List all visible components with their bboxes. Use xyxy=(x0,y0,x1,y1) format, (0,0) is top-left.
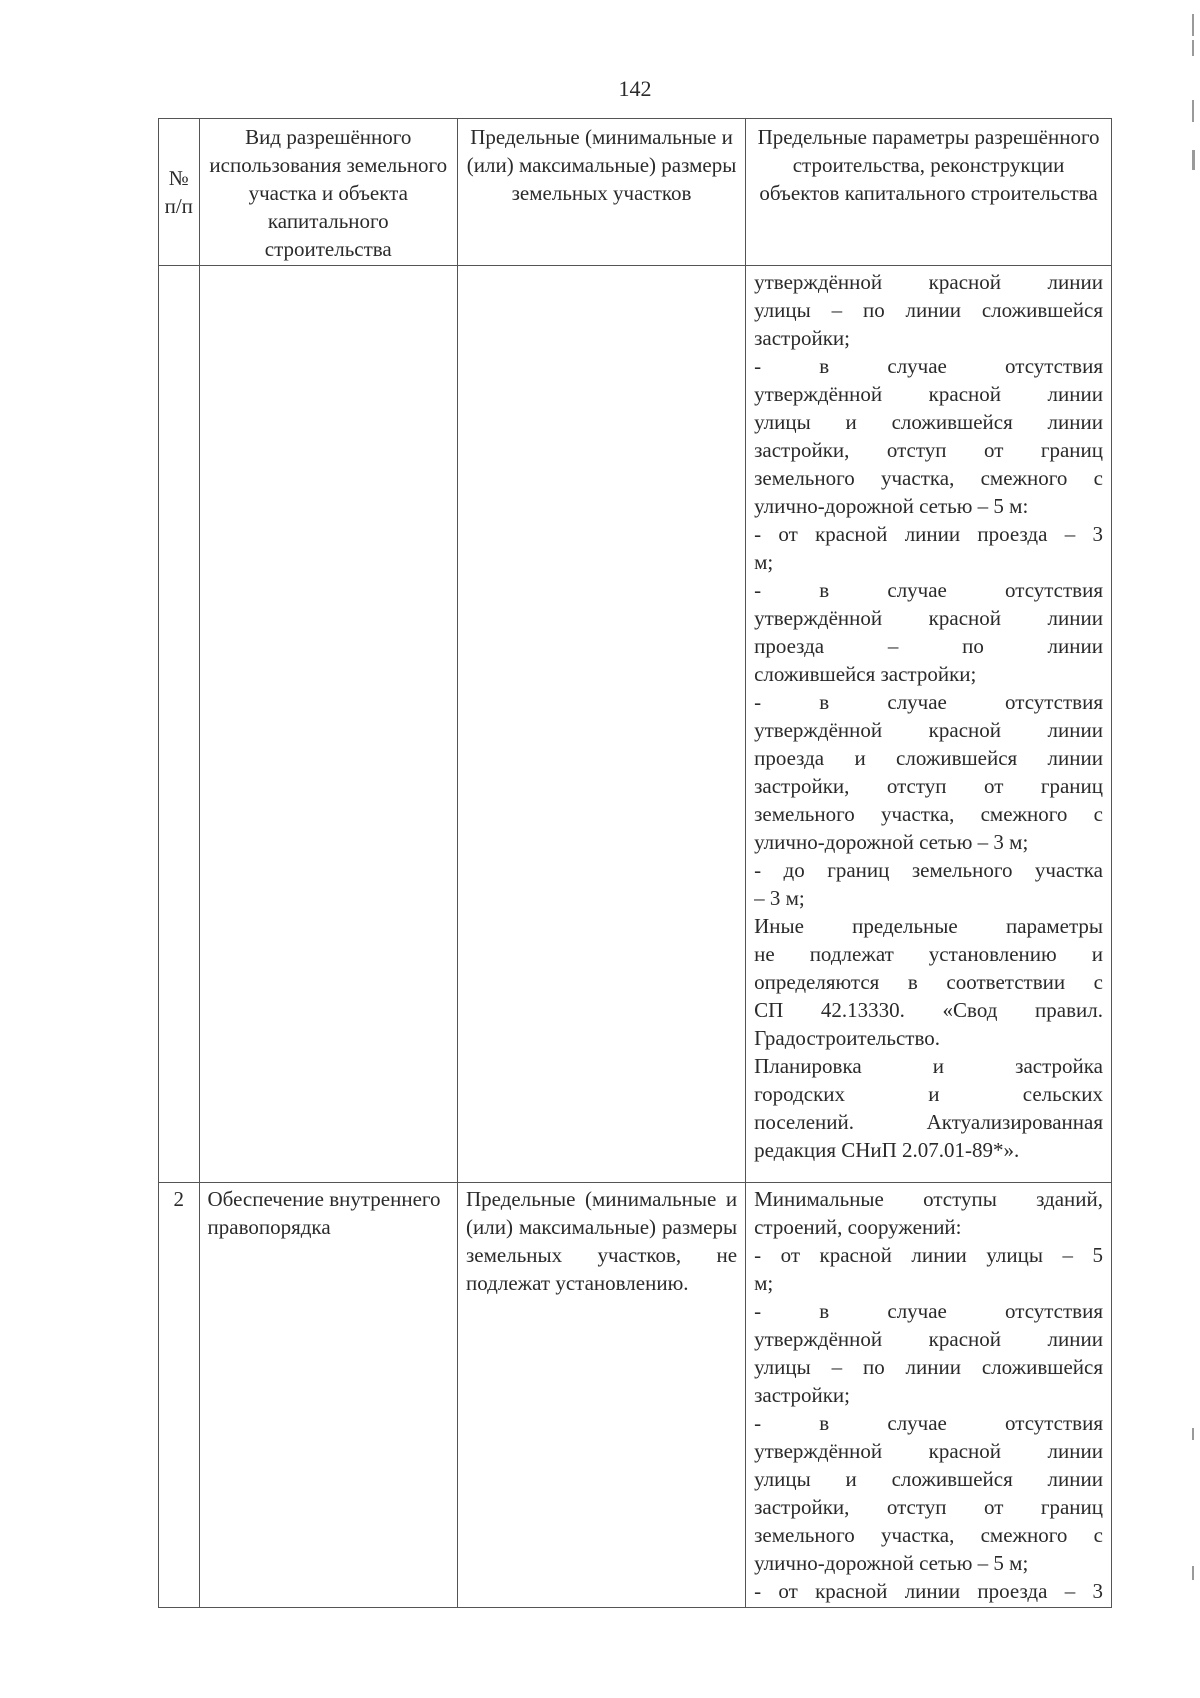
scan-edge-mark xyxy=(1192,150,1195,170)
param-line: строений, сооружений: xyxy=(754,1215,962,1239)
row-construction-parameters xyxy=(746,1183,1112,1608)
row-construction-parameters xyxy=(746,266,1112,1183)
param-line: утверждённой красной линии xyxy=(754,270,1103,294)
param-line: утверждённой красной линии xyxy=(754,1439,1103,1463)
row-plot-size: Предельные (минимальные и (или) максимальные) размеры земельных участков, не подлежат установлению. xyxy=(458,1183,746,1608)
table-row xyxy=(159,266,1112,1183)
param-line: улицы и сложившейся линии xyxy=(754,1467,1103,1491)
param-line: проезда – по линии xyxy=(754,634,1103,658)
param-line: м; xyxy=(754,1271,774,1295)
scan-edge-mark xyxy=(1192,40,1194,56)
scan-edge-mark xyxy=(1192,1566,1194,1580)
param-line: СП 42.13330. «Свод правил. xyxy=(754,998,1103,1022)
row-permitted-use xyxy=(199,266,458,1183)
param-line: земельного участка, смежного с xyxy=(754,466,1103,490)
param-line: - в случае отсутствия xyxy=(754,1299,1103,1323)
param-line: улицы – по линии сложившейся xyxy=(754,298,1103,322)
param-line: - в случае отсутствия xyxy=(754,578,1103,602)
param-line: утверждённой красной линии xyxy=(754,606,1103,630)
table-header-row xyxy=(159,119,1112,266)
param-line: - от красной линии проезда – 3 xyxy=(754,1579,1103,1603)
param-line: - от красной линии проезда – 3 xyxy=(754,522,1103,546)
param-line: - в случае отсутствия xyxy=(754,354,1103,378)
param-line: застройки, отступ от границ xyxy=(754,774,1103,798)
header-number: № п/п xyxy=(159,119,200,266)
param-line: Минимальные отступы зданий, xyxy=(754,1187,1103,1211)
table-row xyxy=(159,1183,1112,1608)
param-line: Градостроительство. xyxy=(754,1026,941,1050)
param-line: Планировка и застройка xyxy=(754,1054,1103,1078)
scan-edge-mark xyxy=(1192,1428,1194,1440)
param-line: - до границ земельного участка xyxy=(754,858,1103,882)
param-line: редакция СНиП 2.07.01-89*». xyxy=(754,1138,1020,1162)
param-line: улично-дорожной сетью – 5 м: xyxy=(754,494,1029,518)
row-number: 2 xyxy=(159,1183,200,1608)
row-plot-size xyxy=(458,266,746,1183)
page-number: 142 xyxy=(618,76,652,101)
scan-edge-mark xyxy=(1192,14,1194,36)
param-line: определяются в соответствии с xyxy=(754,970,1103,994)
param-line: застройки, отступ от границ xyxy=(754,438,1103,462)
param-line: утверждённой красной линии xyxy=(754,382,1103,406)
land-use-parameters-table xyxy=(158,118,1112,1608)
param-line: утверждённой красной линии xyxy=(754,718,1103,742)
header-permitted-use: Вид разрешённого использования земельного участка и объекта капитального строительства xyxy=(199,119,458,266)
param-line: - в случае отсутствия xyxy=(754,690,1103,714)
param-line: - от красной линии улицы – 5 xyxy=(754,1243,1103,1267)
param-line: не подлежат установлению и xyxy=(754,942,1103,966)
param-line: поселений. Актуализированная xyxy=(754,1110,1103,1134)
row-number xyxy=(159,266,200,1183)
header-construction-parameters: Предельные параметры разрешённого строительства, реконструкции объектов капитального строительства xyxy=(746,119,1112,266)
param-line: земельного участка, смежного с xyxy=(754,1523,1103,1547)
param-line: проезда и сложившейся линии xyxy=(754,746,1103,770)
param-line: застройки; xyxy=(754,326,850,350)
param-line: - в случае отсутствия xyxy=(754,1411,1103,1435)
param-line: улично-дорожной сетью – 5 м; xyxy=(754,1551,1029,1575)
header-plot-size: Предельные (минимальные и (или) максимальные) размеры земельных участков xyxy=(458,119,746,266)
param-line: м; xyxy=(754,550,774,574)
param-line: городских и сельских xyxy=(754,1082,1103,1106)
param-line: улично-дорожной сетью – 3 м; xyxy=(754,830,1029,854)
param-line: застройки; xyxy=(754,1383,850,1407)
param-line: застройки, отступ от границ xyxy=(754,1495,1103,1519)
param-line: утверждённой красной линии xyxy=(754,1327,1103,1351)
row-permitted-use: Обеспечение внутреннего правопорядка xyxy=(199,1183,458,1608)
param-line: Иные предельные параметры xyxy=(754,914,1103,938)
param-line: улицы и сложившейся линии xyxy=(754,410,1103,434)
param-line: улицы – по линии сложившейся xyxy=(754,1355,1103,1379)
param-line: сложившейся застройки; xyxy=(754,662,977,686)
param-line: – 3 м; xyxy=(754,886,805,910)
scan-edge-mark xyxy=(1192,100,1194,122)
param-line: земельного участка, смежного с xyxy=(754,802,1103,826)
